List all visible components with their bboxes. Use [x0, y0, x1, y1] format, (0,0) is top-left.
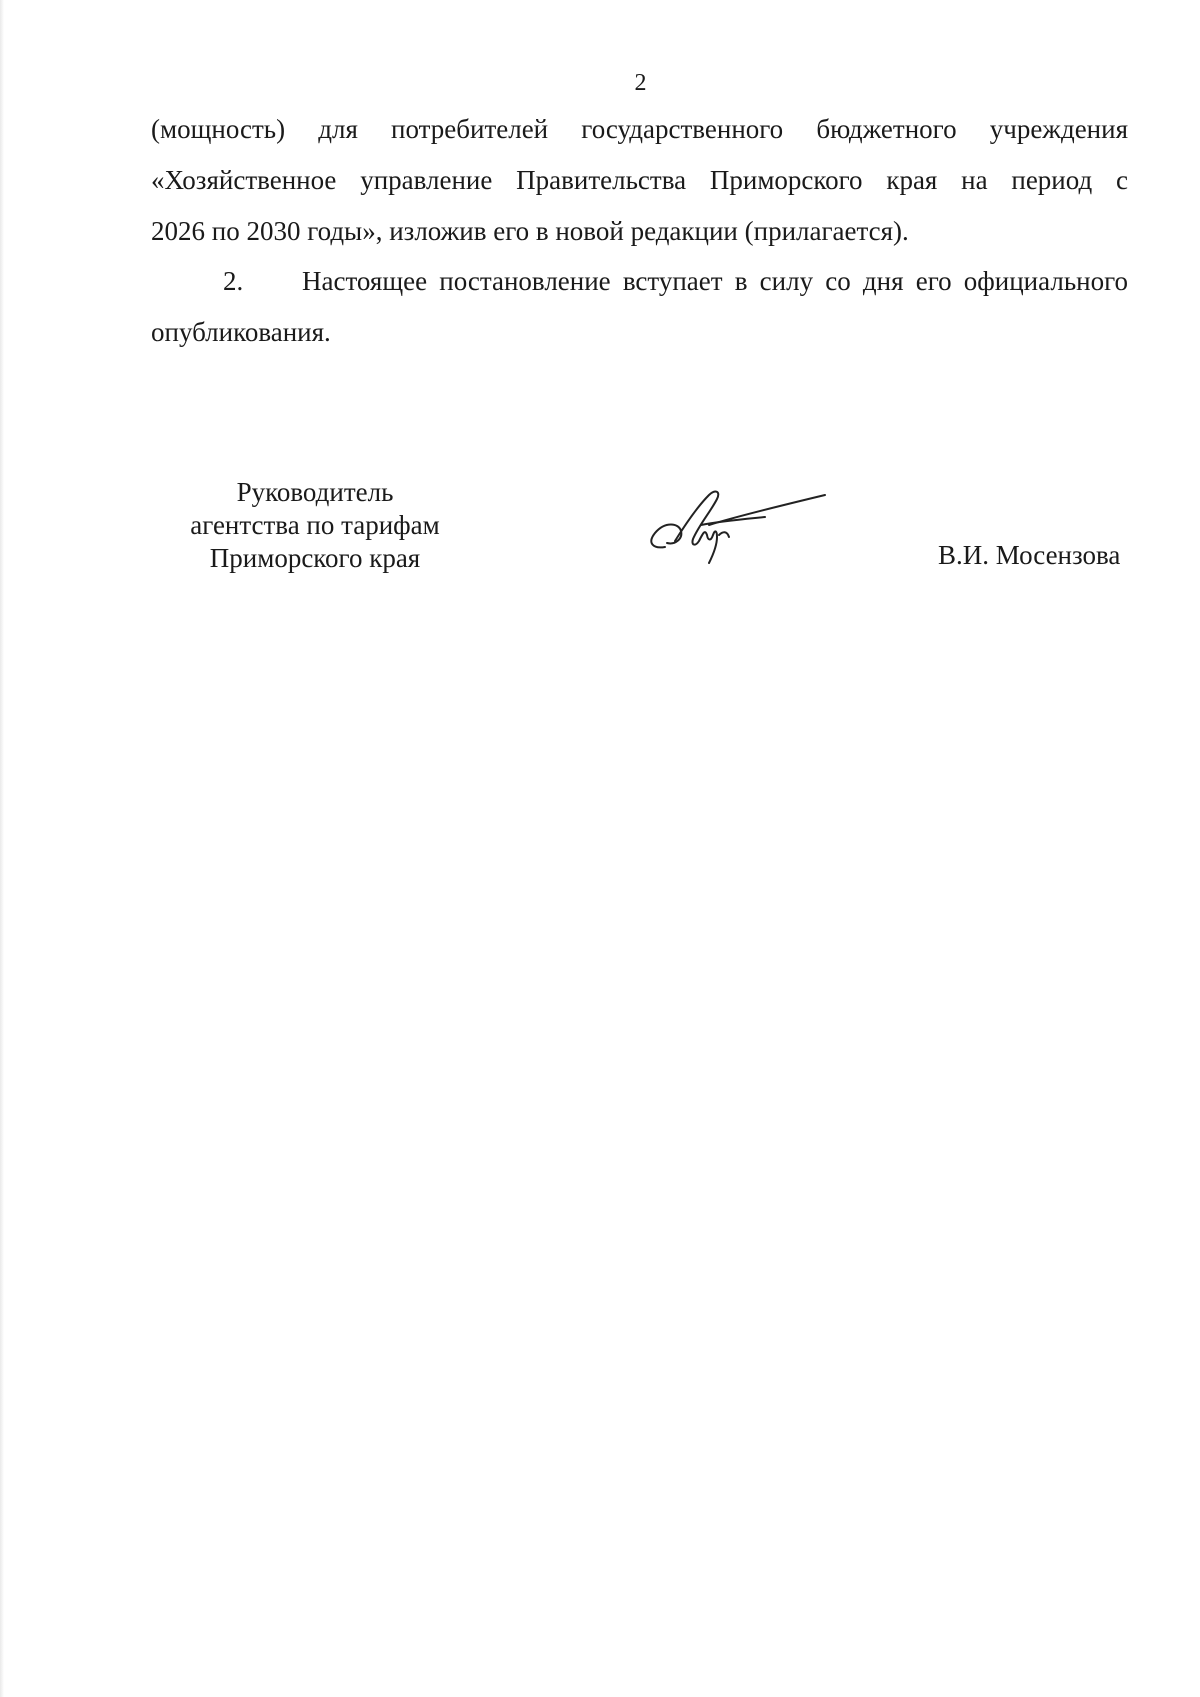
page-number: 2 — [634, 70, 647, 96]
position-line: агентства по тарифам — [190, 510, 440, 540]
paragraph-line: 2026 по 2030 годы», изложив его в новой редакции (прилагается). — [151, 216, 909, 246]
position-line: Приморского края — [209, 543, 421, 573]
paragraph-line: (мощность) для потребителей государственного бюджетного учреждения — [151, 114, 1128, 144]
position-line: Руководитель — [236, 477, 394, 507]
paragraph-line: «Хозяйственное управление Правительства Приморского края на период с — [151, 165, 1128, 195]
paragraph-first-line — [151, 256, 1128, 307]
paragraph-line: опубликования. — [151, 317, 331, 347]
scan-edge-shadow — [0, 0, 4, 1697]
item-number: 2. — [223, 266, 244, 296]
paragraph-item-2 — [151, 256, 1128, 358]
signatory-position — [150, 476, 480, 575]
paragraph-continuation — [151, 104, 1128, 257]
signatory-name: В.И. Мосензова — [938, 540, 1121, 570]
handwritten-signature-icon — [645, 485, 830, 575]
paragraph-line: Настоящее постановление вступает в силу со дня его официального — [302, 266, 1128, 296]
